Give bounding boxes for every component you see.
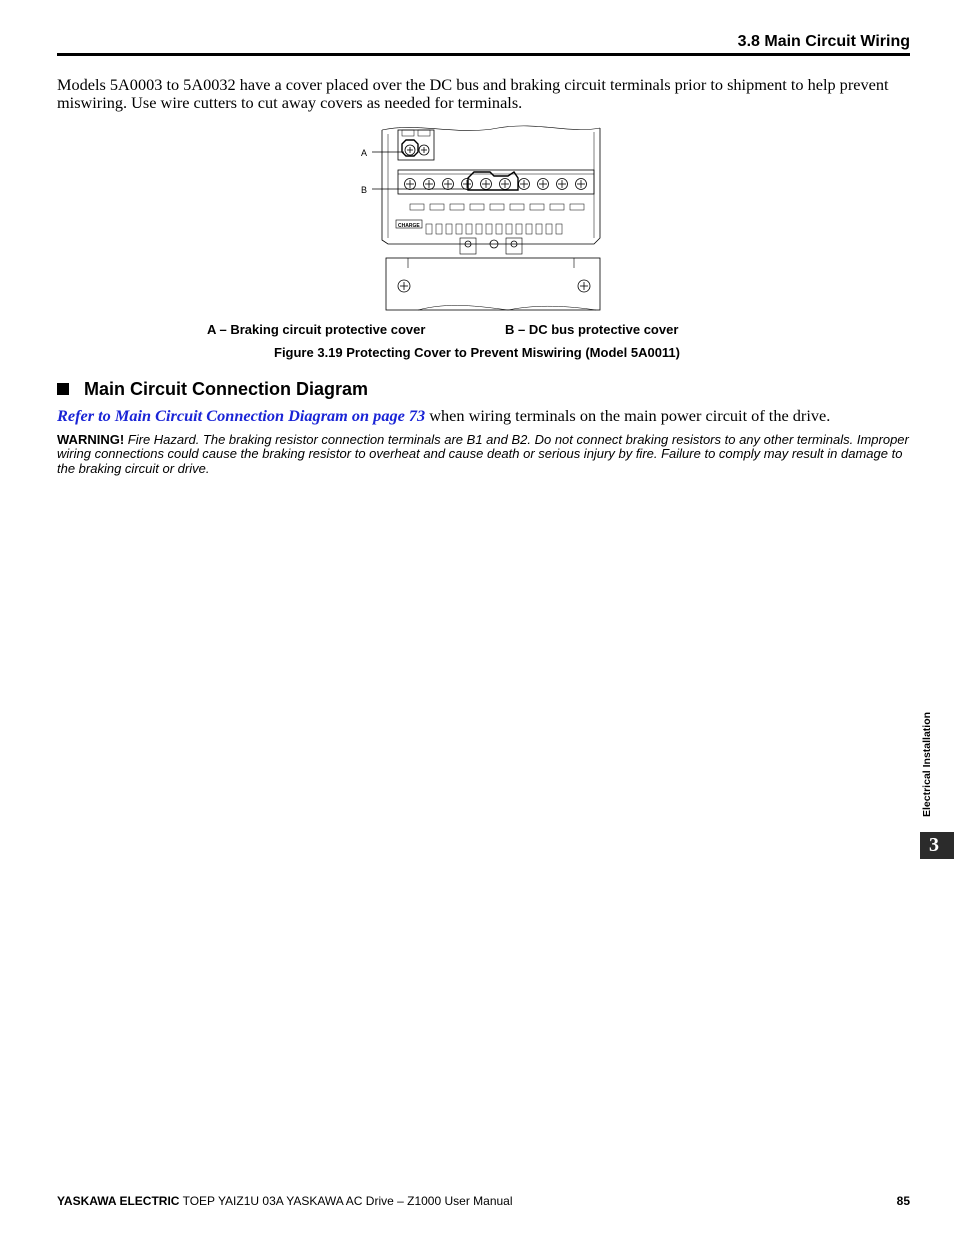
caption-braking-cover: A – Braking circuit protective cover	[207, 322, 426, 337]
protective-cover-figure	[358, 122, 608, 314]
chapter-tab[interactable]	[920, 832, 954, 859]
figure-title: Figure 3.19 Protecting Cover to Prevent Miswiring (Model 5A0011)	[274, 345, 680, 360]
control-terminal-block	[456, 224, 462, 234]
warning-label: WARNING!	[57, 432, 125, 447]
warning-text: Fire Hazard. The braking resistor connection terminals are B1 and B2. Do not connect braking resistors to any other terminals. Improper wiring connections could cause the braking resistor to overheat and cause death or serious injury by fire. Failure to comply may result in damage to the braking circuit or drive.	[57, 432, 909, 476]
control-terminal-block	[536, 224, 542, 234]
section-heading-text: Main Circuit Connection Diagram	[84, 379, 369, 399]
terminal-label-box	[490, 204, 504, 210]
control-terminal-block	[476, 224, 482, 234]
control-terminal-block	[486, 224, 492, 234]
control-terminal-block	[446, 224, 452, 234]
control-terminal-block	[496, 224, 502, 234]
reference-paragraph-text: when wiring terminals on the main power circuit of the drive.	[425, 406, 831, 425]
section-heading	[57, 379, 368, 400]
terminal-label-box	[570, 204, 584, 210]
intro-paragraph: Models 5A0003 to 5A0032 have a cover placed over the DC bus and braking circuit terminals prior to shipment to help prevent miswiring. Use wire cutters to cut away covers as needed for terminals.	[57, 75, 889, 112]
terminal-label-box	[550, 204, 564, 210]
control-terminal-block	[526, 224, 532, 234]
section-header: 3.8 Main Circuit Wiring	[737, 33, 910, 50]
header-rule	[57, 53, 910, 56]
control-terminal-block	[516, 224, 522, 234]
terminal-label-box	[530, 204, 544, 210]
charge-label: CHARGE	[398, 223, 420, 229]
control-terminal-block	[436, 224, 442, 234]
control-terminal-block	[466, 224, 472, 234]
page-reference-link[interactable]: Refer to Main Circuit Connection Diagram on page 73	[57, 406, 426, 425]
reference-paragraph	[57, 406, 927, 426]
terminal-label-box	[470, 204, 484, 210]
control-terminal-block	[556, 224, 562, 234]
caption-dc-bus-cover: B – DC bus protective cover	[505, 322, 679, 337]
terminal-label-box	[410, 204, 424, 210]
chapter-number: 3	[929, 834, 939, 856]
terminal-label-box	[450, 204, 464, 210]
control-terminal-block	[506, 224, 512, 234]
control-terminal-block	[546, 224, 552, 234]
callout-a-label: A	[361, 148, 368, 158]
chapter-side-label: Electrical Installation	[921, 711, 933, 817]
callout-b-label: B	[361, 185, 368, 195]
footer-brand: YASKAWA ELECTRIC	[57, 1194, 180, 1208]
footer-document	[57, 1194, 513, 1208]
terminal-label-box	[430, 204, 444, 210]
heading-bullet-icon	[57, 383, 69, 395]
control-terminal-block	[426, 224, 432, 234]
footer-doc-title: TOEP YAIZ1U 03A YASKAWA AC Drive – Z1000 User Manual	[179, 1194, 513, 1208]
terminal-label-box	[510, 204, 524, 210]
footer-page-number: 85	[896, 1194, 910, 1208]
warning-block	[57, 433, 919, 476]
